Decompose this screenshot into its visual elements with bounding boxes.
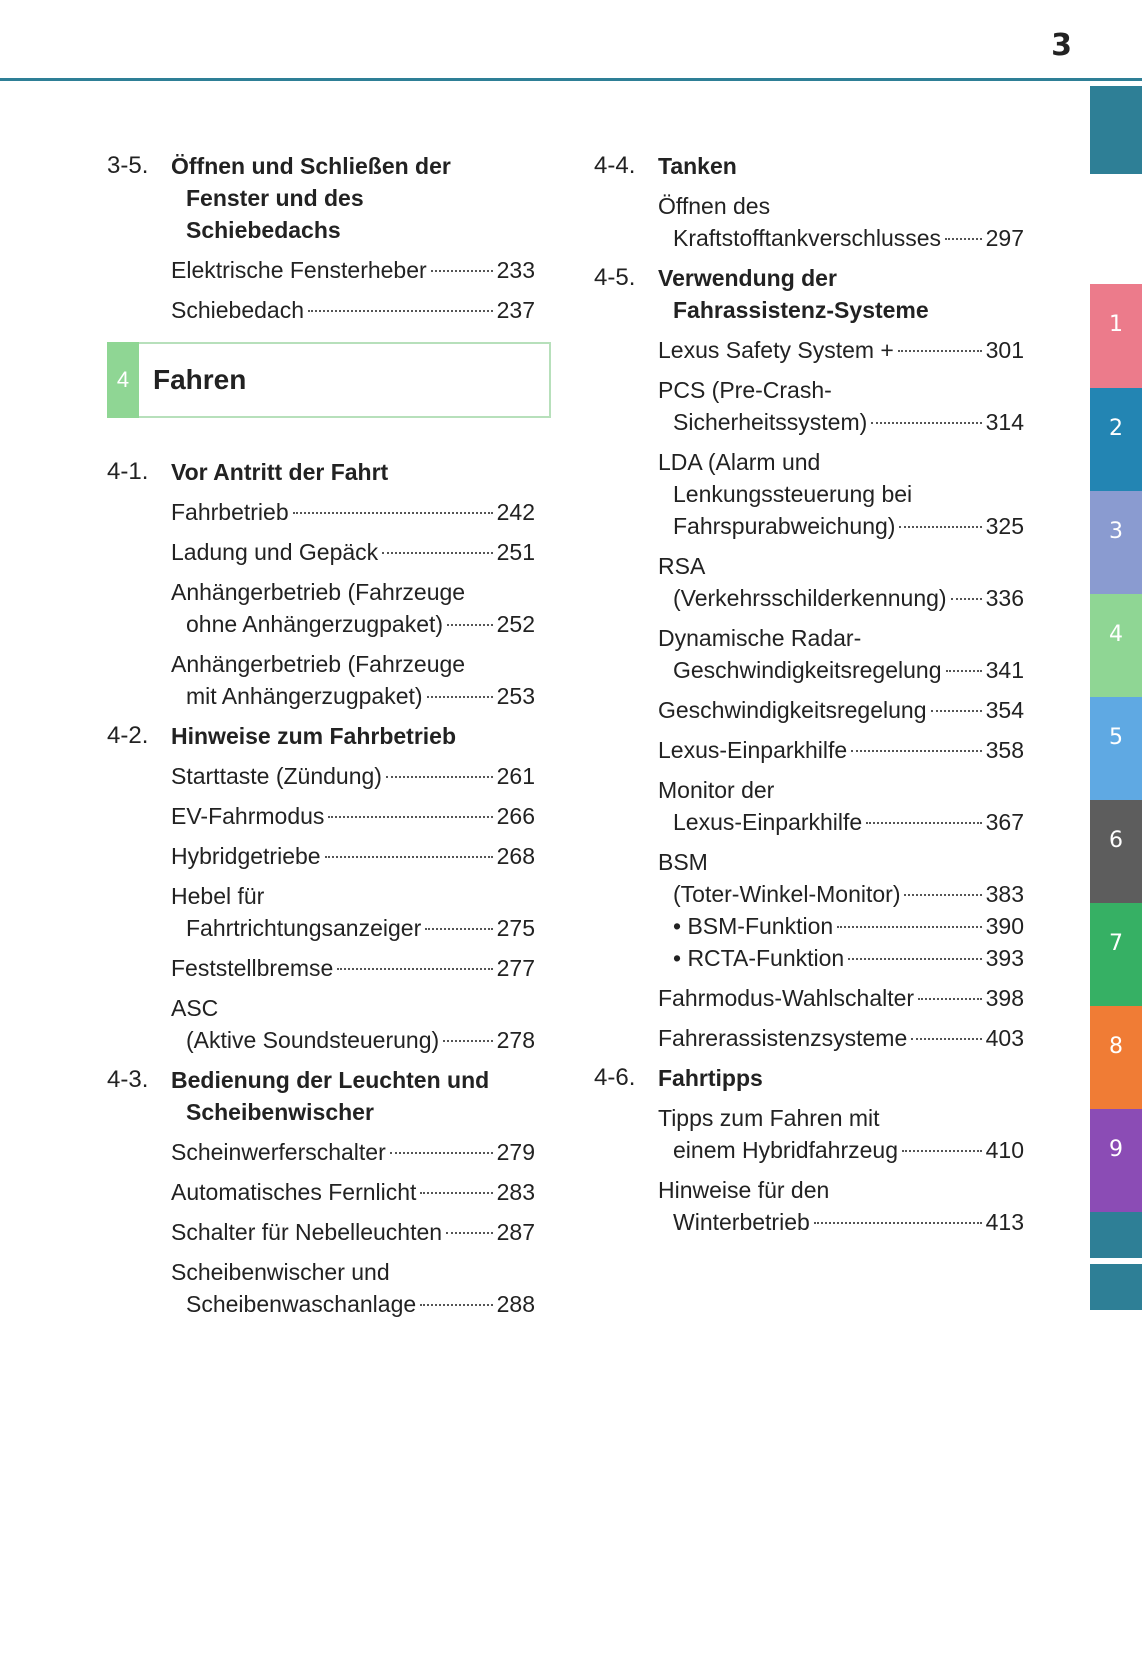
entry-text: Scheinwerferschalter — [171, 1139, 386, 1165]
entry-page: 279 — [496, 1139, 535, 1165]
section-number: 4-5. — [594, 264, 636, 291]
entry-text: Ladung und Gepäck — [171, 539, 379, 565]
toc-entry[interactable] — [171, 992, 535, 1056]
section-title-line: Fenster und des — [186, 185, 364, 211]
leader-dots — [945, 238, 982, 240]
entry-text: Scheibenwischer und — [171, 1259, 390, 1285]
entry-page: 325 — [985, 513, 1024, 539]
toc-entry[interactable] — [171, 576, 535, 640]
toc-entry[interactable] — [171, 952, 535, 984]
toc-entry[interactable] — [171, 254, 535, 286]
entry-page: 288 — [496, 1291, 535, 1317]
leader-dots — [848, 958, 981, 960]
entry-text: PCS (Pre-Crash- — [658, 377, 832, 403]
toc-section-4-2 — [107, 720, 535, 752]
toc-section-3-5 — [107, 150, 535, 246]
toc-entry[interactable] — [658, 846, 1024, 974]
toc-entry[interactable] — [171, 800, 535, 832]
section-title-line: Fahrassistenz-Systeme — [673, 297, 929, 323]
section-title[interactable] — [171, 1064, 489, 1128]
entry-page: 410 — [985, 1137, 1024, 1163]
leader-dots — [382, 552, 492, 554]
leader-dots — [386, 776, 493, 778]
chapter-heading-box[interactable] — [107, 342, 551, 418]
toc-entry[interactable] — [171, 1136, 535, 1168]
entry-page: 237 — [496, 297, 535, 323]
tab-index-2[interactable] — [1090, 1264, 1142, 1310]
leader-dots — [443, 1040, 492, 1042]
entry-text: Dynamische Radar- — [658, 625, 862, 651]
entry-text: Elektrische Fensterheber — [171, 257, 427, 283]
entry-page: 283 — [496, 1179, 535, 1205]
leader-dots — [911, 1038, 981, 1040]
entry-text: BSM — [658, 849, 708, 875]
leader-dots — [328, 816, 492, 818]
leader-dots — [427, 696, 493, 698]
toc-section-4-1 — [107, 456, 535, 488]
entry-text: (Verkehrsschilderkennung) — [673, 585, 947, 611]
entry-page: 297 — [985, 225, 1024, 251]
section-number: 4-6. — [594, 1064, 636, 1091]
entry-page: 403 — [985, 1025, 1024, 1051]
leader-dots — [871, 422, 981, 424]
toc-entry[interactable] — [171, 648, 535, 712]
chapter-number: 4 — [107, 342, 139, 418]
entry-page: 277 — [496, 955, 535, 981]
toc-entry[interactable] — [658, 446, 1024, 542]
toc-section-4-6 — [594, 1062, 1024, 1094]
entry-page: 242 — [496, 499, 535, 525]
leader-dots — [420, 1304, 492, 1306]
entry-text: • BSM-Funktion — [673, 913, 834, 939]
entry-text: (Toter-Winkel-Monitor) — [673, 881, 901, 907]
leader-dots — [447, 624, 493, 626]
toc-entry[interactable] — [658, 694, 1024, 726]
entry-text: einem Hybridfahrzeug — [673, 1137, 899, 1163]
entry-text: ASC — [171, 995, 219, 1021]
toc-entry[interactable] — [171, 760, 535, 792]
tab-chapter-7[interactable]: 7 — [1090, 903, 1142, 1007]
section-number: 4-1. — [107, 458, 149, 485]
toc-section-4-5 — [594, 262, 1024, 326]
section-title[interactable]: Tanken — [658, 153, 737, 179]
toc-entry[interactable] — [658, 734, 1024, 766]
leader-dots — [337, 968, 492, 970]
entry-page: 268 — [496, 843, 535, 869]
leader-dots — [951, 598, 982, 600]
leader-dots — [425, 928, 492, 930]
leader-dots — [918, 998, 982, 1000]
section-title-line: Verwendung der — [658, 265, 837, 291]
toc-entry[interactable] — [171, 1176, 535, 1208]
entry-page: 301 — [985, 337, 1024, 363]
entry-page: 383 — [985, 881, 1024, 907]
entry-page: 336 — [985, 585, 1024, 611]
entry-page: 314 — [985, 409, 1024, 435]
toc-entry[interactable] — [658, 550, 1024, 614]
entry-text: RSA — [658, 553, 706, 579]
entry-page: 287 — [496, 1219, 535, 1245]
entry-text: Anhängerbetrieb (Fahrzeuge — [171, 579, 466, 605]
toc-subentry[interactable] — [658, 910, 1024, 942]
toc-entry[interactable] — [171, 496, 535, 528]
leader-dots — [902, 1150, 982, 1152]
section-title[interactable] — [171, 150, 451, 246]
entry-text: Monitor der — [658, 777, 775, 803]
toc-entry[interactable] — [171, 1216, 535, 1248]
entry-text: mit Anhängerzugpaket) — [186, 683, 423, 709]
entry-page: 266 — [496, 803, 535, 829]
section-title[interactable]: Fahrtipps — [658, 1065, 763, 1091]
toc-entry[interactable] — [658, 190, 1024, 254]
entry-text: Tipps zum Fahren mit — [658, 1105, 880, 1131]
entry-text: Geschwindigkeitsregelung — [658, 697, 927, 723]
entry-page: 413 — [985, 1209, 1024, 1235]
toc-entry[interactable] — [658, 622, 1024, 686]
entry-text: EV-Fahrmodus — [171, 803, 325, 829]
leader-dots — [851, 750, 981, 752]
entry-text: Winterbetrieb — [673, 1209, 810, 1235]
entry-page: 278 — [496, 1027, 535, 1053]
entry-text: Lexus Safety System + — [658, 337, 894, 363]
entry-text: (Aktive Soundsteuerung) — [186, 1027, 440, 1053]
entry-page: 233 — [496, 257, 535, 283]
tab-chapter-5[interactable]: 5 — [1090, 697, 1142, 801]
toc-entry[interactable] — [658, 982, 1024, 1014]
leader-dots — [946, 670, 982, 672]
entry-page: 275 — [496, 915, 535, 941]
entry-text: Scheibenwaschanlage — [186, 1291, 417, 1317]
toc-entry[interactable] — [658, 334, 1024, 366]
entry-text: Fahrerassistenzsysteme — [658, 1025, 908, 1051]
leader-dots — [814, 1222, 982, 1224]
entry-text: Hinweise für den — [658, 1177, 830, 1203]
toc-entry[interactable] — [171, 880, 535, 944]
entry-text: Kraftstofftankverschlusses — [673, 225, 942, 251]
entry-text: Geschwindigkeitsregelung — [673, 657, 942, 683]
tab-index[interactable] — [1090, 1212, 1142, 1258]
entry-text: Schiebedach — [171, 297, 304, 323]
leader-dots — [308, 310, 493, 312]
entry-page: 341 — [985, 657, 1024, 683]
entry-text: Anhängerbetrieb (Fahrzeuge — [171, 651, 466, 677]
entry-page: 398 — [985, 985, 1024, 1011]
entry-text: ohne Anhängerzugpaket) — [186, 611, 444, 637]
section-number: 3-5. — [107, 152, 149, 179]
toc-entry[interactable] — [658, 774, 1024, 838]
leader-dots — [931, 710, 982, 712]
section-title-line: Bedienung der Leuchten und — [171, 1067, 490, 1093]
section-title-line: Scheibenwischer — [186, 1099, 374, 1125]
entry-page: 253 — [496, 683, 535, 709]
entry-text: Fahrbetrieb — [171, 499, 289, 525]
toc-entry[interactable] — [658, 1022, 1024, 1054]
tab-chapter-8[interactable]: 8 — [1090, 1006, 1142, 1110]
entry-text: Lexus-Einparkhilfe — [658, 737, 848, 763]
toc-subentry[interactable] — [658, 942, 1024, 974]
tab-chapter-6[interactable]: 6 — [1090, 800, 1142, 904]
toc-entry[interactable] — [171, 840, 535, 872]
section-title-line: Öffnen und Schließen der — [171, 153, 451, 179]
section-title[interactable]: Vor Antritt der Fahrt — [171, 459, 389, 485]
leader-dots — [904, 894, 981, 896]
header-rule — [0, 78, 1142, 81]
toc-section-4-4 — [594, 150, 1024, 182]
section-title-line: Schiebedachs — [186, 217, 341, 243]
entry-text: LDA (Alarm und — [658, 449, 821, 475]
tab-chapter-3[interactable]: 3 — [1090, 491, 1142, 595]
entry-page: 251 — [496, 539, 535, 565]
toc-entry[interactable] — [658, 1174, 1024, 1238]
entry-text: Fahrtrichtungsanzeiger — [186, 915, 422, 941]
entry-text: Starttaste (Zündung) — [171, 763, 382, 789]
toc-right-column — [594, 150, 1024, 1246]
section-title[interactable] — [658, 262, 929, 326]
leader-dots — [293, 512, 493, 514]
tab-chapter-2[interactable]: 2 — [1090, 388, 1142, 492]
tab-contents[interactable] — [1090, 86, 1142, 174]
chapter-title: Fahren — [153, 364, 247, 395]
entry-page: 358 — [985, 737, 1024, 763]
section-number: 4-3. — [107, 1066, 149, 1093]
entry-text: Sicherheitssystem) — [673, 409, 868, 435]
entry-text: Lexus-Einparkhilfe — [673, 809, 863, 835]
tab-chapter-9[interactable]: 9 — [1090, 1109, 1142, 1213]
entry-text: Hebel für — [171, 883, 265, 909]
entry-page: 354 — [985, 697, 1024, 723]
entry-text: Feststellbremse — [171, 955, 334, 981]
entry-page: 261 — [496, 763, 535, 789]
entry-text: Hybridgetriebe — [171, 843, 321, 869]
tab-chapter-1[interactable]: 1 — [1090, 284, 1142, 388]
toc-entry[interactable] — [658, 374, 1024, 438]
leader-dots — [446, 1232, 493, 1234]
leader-dots — [837, 926, 981, 928]
section-title[interactable]: Hinweise zum Fahrbetrieb — [171, 723, 457, 749]
entry-text: Lenkungssteuerung bei — [673, 481, 913, 507]
entry-text: Schalter für Nebelleuchten — [171, 1219, 443, 1245]
leader-dots — [431, 270, 493, 272]
tab-chapter-4[interactable]: 4 — [1090, 594, 1142, 698]
leader-dots — [390, 1152, 493, 1154]
entry-text: Öffnen des — [658, 193, 771, 219]
toc-entry[interactable] — [171, 294, 535, 326]
toc-section-4-3 — [107, 1064, 535, 1128]
leader-dots — [866, 822, 981, 824]
entry-page: 390 — [985, 913, 1024, 939]
section-number: 4-2. — [107, 722, 149, 749]
leader-dots — [420, 1192, 492, 1194]
leader-dots — [325, 856, 493, 858]
entry-text: Fahrmodus-Wahlschalter — [658, 985, 915, 1011]
entry-text: Fahrspurabweichung) — [673, 513, 896, 539]
leader-dots — [899, 526, 981, 528]
section-number: 4-4. — [594, 152, 636, 179]
leader-dots — [898, 350, 982, 352]
chapter-tabs — [1090, 0, 1142, 1654]
entry-page: 367 — [985, 809, 1024, 835]
page-number: 3 — [1051, 28, 1072, 63]
entry-text: Automatisches Fernlicht — [171, 1179, 417, 1205]
entry-text: • RCTA-Funktion — [673, 945, 845, 971]
entry-page: 393 — [985, 945, 1024, 971]
toc-left-column — [107, 150, 535, 1328]
toc-entry[interactable] — [171, 1256, 535, 1320]
entry-page: 252 — [496, 611, 535, 637]
toc-entry[interactable] — [171, 536, 535, 568]
toc-entry[interactable] — [658, 1102, 1024, 1166]
